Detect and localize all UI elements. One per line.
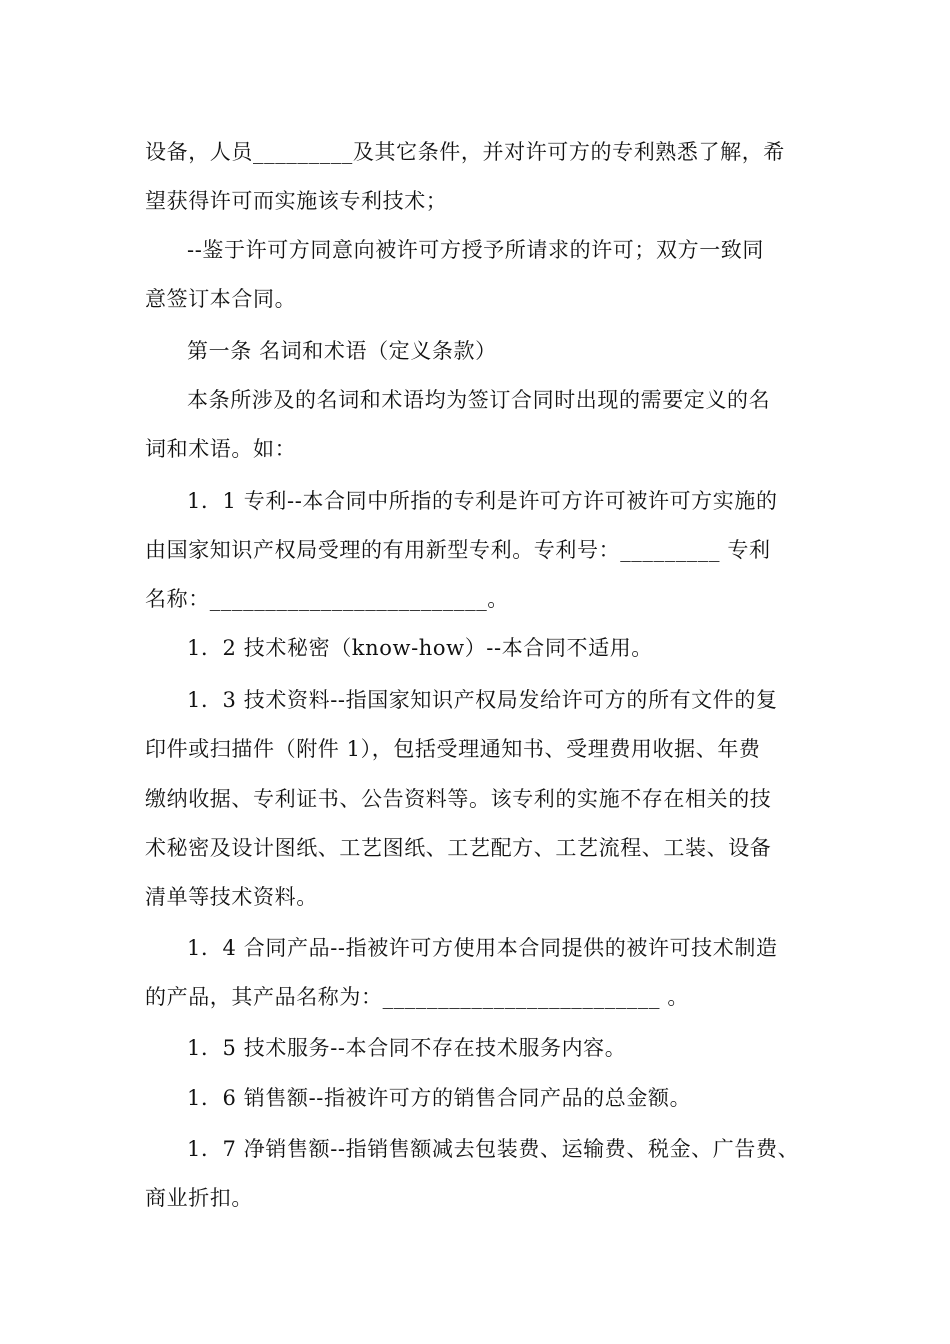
text-line: 望获得许可而实施该专利技术；	[145, 189, 448, 213]
text-line: 词和术语。如：	[145, 437, 297, 461]
text-line: 由国家知识产权局受理的有用新型专利。专利号：_________ 专利	[145, 538, 771, 562]
text-line: 印件或扫描件（附件 1），包括受理通知书、受理费用收据、年费	[145, 737, 761, 761]
clause-1-6: 1．6 销售额--指被许可方的销售合同产品的总金额。	[187, 1086, 692, 1110]
text-line: 名称：_________________________。	[145, 587, 509, 611]
text-line: 清单等技术资料。	[145, 885, 318, 909]
section-heading: 第一条 名词和术语（定义条款）	[187, 339, 497, 363]
clause-1-7: 1．7 净销售额--指销售额减去包装费、运输费、税金、广告费、	[187, 1137, 800, 1161]
text-line: 缴纳收据、专利证书、公告资料等。该专利的实施不存在相关的技	[145, 787, 772, 811]
text-line: 本条所涉及的名词和术语均为签订合同时出现的需要定义的名	[187, 388, 771, 412]
text-line: 意签订本合同。	[145, 287, 297, 311]
text-line: 的产品，其产品名称为：_________________________ 。	[145, 985, 689, 1009]
clause-1-4: 1．4 合同产品--指被许可方使用本合同提供的被许可技术制造	[187, 936, 778, 960]
clause-1-3: 1．3 技术资料--指国家知识产权局发给许可方的所有文件的复	[187, 688, 778, 712]
text-line: --鉴于许可方同意向被许可方授予所请求的许可；双方一致同	[187, 238, 764, 262]
text-line: 设备，人员_________及其它条件，并对许可方的专利熟悉了解，希	[145, 140, 785, 164]
clause-1-2: 1．2 技术秘密（know-how）--本合同不适用。	[187, 636, 653, 660]
text-line: 商业折扣。	[145, 1186, 253, 1210]
clause-1-5: 1．5 技术服务--本合同不存在技术服务内容。	[187, 1036, 627, 1060]
clause-1-1: 1．1 专利--本合同中所指的专利是许可方许可被许可方实施的	[187, 489, 778, 513]
text-line: 术秘密及设计图纸、工艺图纸、工艺配方、工艺流程、工装、设备	[145, 836, 772, 860]
